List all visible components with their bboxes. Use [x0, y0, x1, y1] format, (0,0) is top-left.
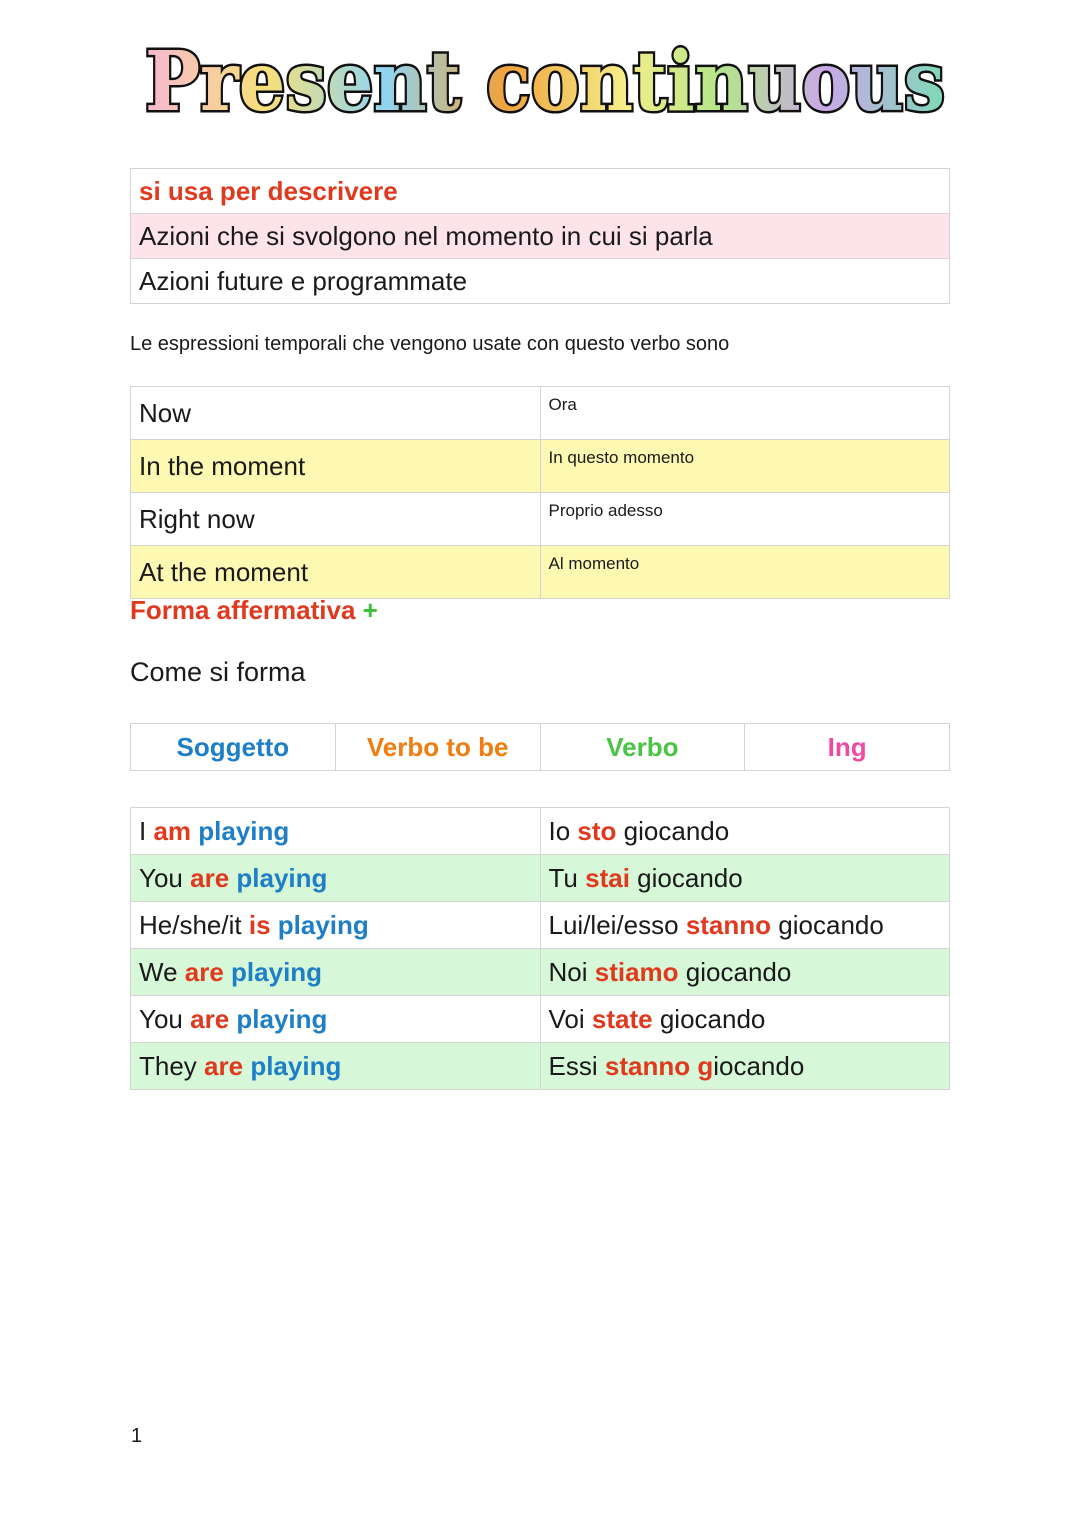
expression-en: Now [131, 387, 541, 440]
structure-subject: Soggetto [131, 724, 336, 771]
conjugation-row [131, 855, 950, 902]
italian-form: Io sto giocando [540, 808, 950, 855]
expression-it: Ora [540, 387, 950, 440]
english-form: You are playing [131, 996, 541, 1043]
usage-row [131, 259, 950, 304]
conjugation-row [131, 949, 950, 996]
conjugation-row [131, 1043, 950, 1090]
expression-en: In the moment [131, 440, 541, 493]
italian-form: Essi stanno giocando [540, 1043, 950, 1090]
page-title [130, 18, 960, 138]
conjugation-row [131, 902, 950, 949]
usage-item: Azioni che si svolgono nel momento in cui si parla [131, 214, 950, 259]
expressions-intro: Le espressioni temporali che vengono usate con questo verbo sono [130, 333, 730, 355]
structure-to-be: Verbo to be [335, 724, 540, 771]
structure-row [131, 724, 950, 771]
expressions-table [130, 386, 950, 599]
italian-form: Voi state giocando [540, 996, 950, 1043]
english-form: I am playing [131, 808, 541, 855]
expression-it: Al momento [540, 546, 950, 599]
expression-en: Right now [131, 493, 541, 546]
italian-form: Tu stai giocando [540, 855, 950, 902]
structure-verb: Verbo [540, 724, 745, 771]
english-form: He/she/it is playing [131, 902, 541, 949]
expression-it: In questo momento [540, 440, 950, 493]
italian-form: Lui/lei/esso stanno giocando [540, 902, 950, 949]
expression-en: At the moment [131, 546, 541, 599]
conjugation-row [131, 996, 950, 1043]
usage-header: si usa per descrivere [131, 169, 950, 214]
page-number: 1 [131, 1425, 143, 1447]
usage-item: Azioni future e programmate [131, 259, 950, 304]
usage-header-row [131, 169, 950, 214]
english-form: You are playing [131, 855, 541, 902]
english-form: They are playing [131, 1043, 541, 1090]
conjugation-row [131, 808, 950, 855]
expression-row [131, 387, 950, 440]
how-formed-label: Come si forma [130, 657, 306, 687]
expression-it: Proprio adesso [540, 493, 950, 546]
affirmative-heading [130, 595, 378, 626]
title-graphic [130, 18, 960, 138]
plus-sign: + [362, 595, 378, 625]
expression-row [131, 546, 950, 599]
english-form: We are playing [131, 949, 541, 996]
italian-form: Noi stiamo giocando [540, 949, 950, 996]
structure-table [130, 723, 950, 771]
title-text: Present continuous [145, 34, 945, 130]
usage-table [130, 168, 950, 304]
affirmative-label: Forma affermativa [130, 595, 356, 625]
expression-row [131, 440, 950, 493]
structure-ing: Ing [745, 724, 950, 771]
usage-row [131, 214, 950, 259]
expression-row [131, 493, 950, 546]
conjugation-table [130, 807, 950, 1090]
